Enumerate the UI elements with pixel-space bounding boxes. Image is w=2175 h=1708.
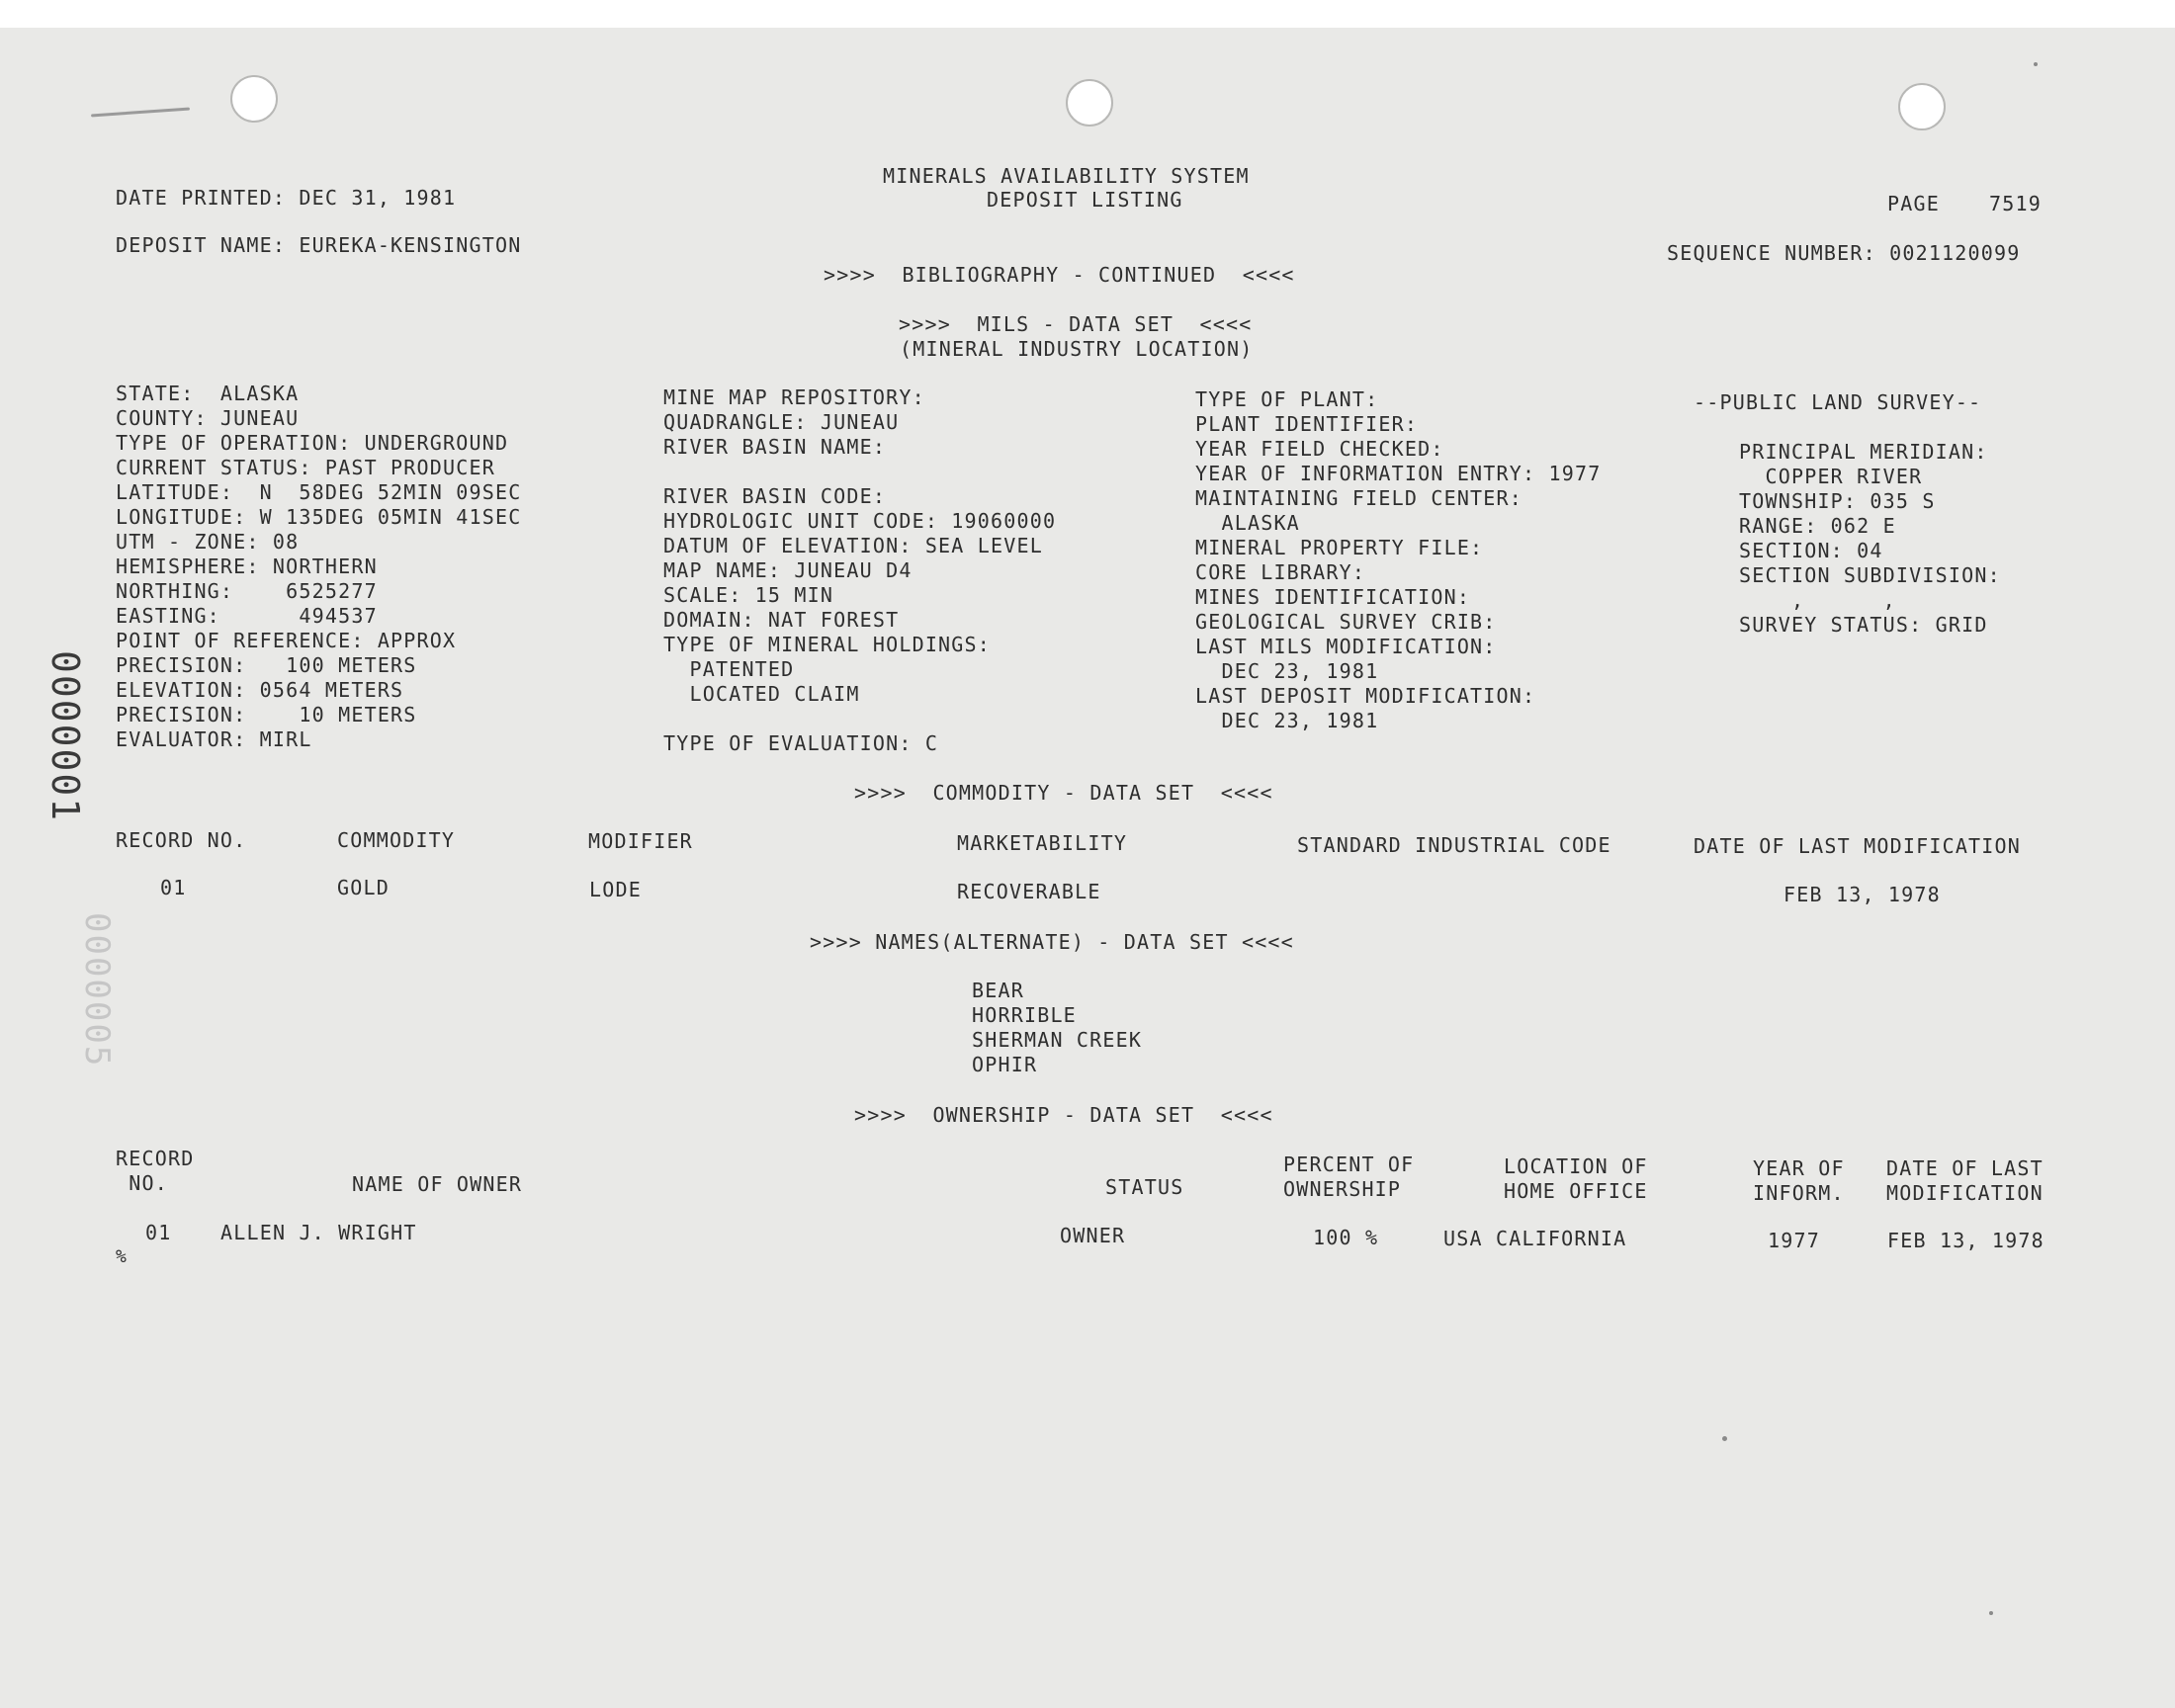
commodity-col-sic: STANDARD INDUSTRIAL CODE [1297, 833, 1611, 857]
mils-line: UTM - ZONE: 08 [116, 530, 300, 554]
page-number: 7519 [1989, 192, 2042, 215]
mils-line: TYPE OF MINERAL HOLDINGS: [663, 633, 992, 656]
mils-line: DATUM OF ELEVATION: SEA LEVEL [663, 534, 1043, 557]
mils-line: TYPE OF EVALUATION: C [663, 731, 939, 755]
mils-line: YEAR FIELD CHECKED: [1195, 437, 1444, 461]
mils-line: PRECISION: 10 METERS [116, 703, 417, 726]
date-printed: DATE PRINTED: DEC 31, 1981 [116, 186, 457, 210]
ownership-record-no: 01 [145, 1221, 172, 1244]
commodity-name: GOLD [337, 876, 390, 899]
pls-line: RANGE: 062 E [1739, 514, 1896, 538]
mils-line: MAP NAME: JUNEAU D4 [663, 558, 913, 582]
ownership-col-date: MODIFICATION [1886, 1181, 2044, 1205]
system-title: MINERALS AVAILABILITY SYSTEM [883, 164, 1250, 188]
mils-line: HYDROLOGIC UNIT CODE: 19060000 [663, 509, 1057, 533]
deposit-name: DEPOSIT NAME: EUREKA-KENSINGTON [116, 233, 522, 257]
list-item: HORRIBLE [972, 1003, 1077, 1027]
mils-line: LAST DEPOSIT MODIFICATION: [1195, 684, 1536, 708]
names-heading: >>>> NAMES(ALTERNATE) - DATA SET <<<< [810, 930, 1294, 954]
commodity-modifier: LODE [589, 878, 642, 901]
pls-line: COPPER RIVER [1739, 465, 1923, 488]
list-item: SHERMAN CREEK [972, 1028, 1143, 1052]
mils-heading: >>>> MILS - DATA SET <<<< [899, 312, 1253, 336]
commodity-marketability: RECOVERABLE [957, 880, 1101, 903]
ownership-col-year: INFORM. [1753, 1181, 1845, 1205]
commodity-col-record: RECORD NO. [116, 828, 247, 852]
mils-line: LATITUDE: N 58DEG 52MIN 09SEC [116, 480, 522, 504]
owner-date: FEB 13, 1978 [1887, 1229, 2044, 1252]
commodity-col-commodity: COMMODITY [337, 828, 456, 852]
mils-line: NORTHING: 6525277 [116, 579, 378, 603]
commodity-heading: >>>> COMMODITY - DATA SET <<<< [854, 781, 1273, 805]
ownership-col-name: NAME OF OWNER [352, 1172, 523, 1196]
owner-percent: 100 % [1313, 1226, 1379, 1249]
list-item: BEAR [972, 979, 1024, 1002]
mils-line: LAST MILS MODIFICATION: [1195, 635, 1497, 658]
listing-title: DEPOSIT LISTING [987, 188, 1183, 212]
page-label: PAGE [1887, 192, 1940, 215]
owner-year: 1977 [1768, 1229, 1820, 1252]
mils-line: CURRENT STATUS: PAST PRODUCER [116, 456, 495, 479]
mils-line: ALASKA [1195, 511, 1300, 535]
mils-line: STATE: ALASKA [116, 382, 300, 405]
mils-line: MINERAL PROPERTY FILE: [1195, 536, 1484, 559]
mils-line: EVALUATOR: MIRL [116, 727, 312, 751]
mils-line: GEOLOGICAL SURVEY CRIB: [1195, 610, 1497, 634]
mils-line: LOCATED CLAIM [663, 682, 860, 706]
margin-code: 0000001 [44, 650, 87, 823]
pen-mark [91, 108, 190, 118]
ownership-col-record: NO. [116, 1171, 168, 1195]
mils-line: RIVER BASIN CODE: [663, 484, 887, 508]
commodity-col-marketability: MARKETABILITY [957, 831, 1128, 855]
owner-location: USA CALIFORNIA [1443, 1227, 1627, 1250]
pls-line: SURVEY STATUS: GRID [1739, 613, 1988, 637]
pls-line: , , [1739, 588, 1896, 612]
mils-subheading: (MINERAL INDUSTRY LOCATION) [900, 337, 1254, 361]
mils-line: PRECISION: 100 METERS [116, 653, 417, 677]
end-mark: % [116, 1246, 129, 1267]
ownership-col-location: LOCATION OF [1504, 1154, 1648, 1178]
mils-line: PLANT IDENTIFIER: [1195, 412, 1419, 436]
binder-hole-right [1898, 83, 1946, 130]
mils-line: YEAR OF INFORMATION ENTRY: 1977 [1195, 462, 1602, 485]
commodity-date: FEB 13, 1978 [1784, 883, 1941, 906]
sequence-number: SEQUENCE NUMBER: 0021120099 [1667, 241, 2021, 265]
mils-line: ELEVATION: 0564 METERS [116, 678, 404, 702]
ownership-col-location: HOME OFFICE [1504, 1179, 1648, 1203]
mils-line: DEC 23, 1981 [1195, 659, 1379, 683]
binder-hole-left [230, 75, 278, 123]
pls-line: PRINCIPAL MERIDIAN: [1739, 440, 1988, 464]
mils-line: CORE LIBRARY: [1195, 560, 1366, 584]
mils-line: COUNTY: JUNEAU [116, 406, 300, 430]
mils-line: MINE MAP REPOSITORY: [663, 385, 925, 409]
pls-heading: --PUBLIC LAND SURVEY-- [1694, 390, 1982, 414]
margin-code-faint: 0000005 [77, 912, 117, 1068]
mils-line: PATENTED [663, 657, 795, 681]
mils-line: LONGITUDE: W 135DEG 05MIN 41SEC [116, 505, 522, 529]
commodity-record-no: 01 [160, 876, 187, 899]
mils-line: QUADRANGLE: JUNEAU [663, 410, 900, 434]
mils-line: SCALE: 15 MIN [663, 583, 834, 607]
mils-line: MAINTAINING FIELD CENTER: [1195, 486, 1523, 510]
owner-status: OWNER [1060, 1224, 1126, 1247]
mils-line: HEMISPHERE: NORTHERN [116, 555, 378, 578]
commodity-col-date: DATE OF LAST MODIFICATION [1694, 834, 2022, 858]
ownership-col-record: RECORD [116, 1147, 195, 1170]
speck [1722, 1436, 1727, 1441]
mils-line: TYPE OF OPERATION: UNDERGROUND [116, 431, 509, 455]
mils-line: DEC 23, 1981 [1195, 709, 1379, 732]
ownership-col-year: YEAR OF [1753, 1156, 1845, 1180]
mils-line: TYPE OF PLANT: [1195, 387, 1379, 411]
mils-line: MINES IDENTIFICATION: [1195, 585, 1471, 609]
pls-line: SECTION SUBDIVISION: [1739, 563, 2001, 587]
ownership-col-date: DATE OF LAST [1886, 1156, 2044, 1180]
speck [1989, 1611, 1993, 1615]
mils-line: DOMAIN: NAT FOREST [663, 608, 900, 632]
ownership-col-percent: PERCENT OF [1283, 1153, 1415, 1176]
commodity-col-modifier: MODIFIER [588, 829, 693, 853]
pls-line: SECTION: 04 [1739, 539, 1883, 562]
ownership-col-status: STATUS [1105, 1175, 1184, 1199]
list-item: OPHIR [972, 1053, 1038, 1076]
binder-hole-center [1066, 79, 1113, 127]
bibliography-heading: >>>> BIBLIOGRAPHY - CONTINUED <<<< [824, 263, 1295, 287]
pls-line: TOWNSHIP: 035 S [1739, 489, 1936, 513]
mils-line: RIVER BASIN NAME: [663, 435, 887, 459]
mils-line: POINT OF REFERENCE: APPROX [116, 629, 457, 652]
ownership-col-percent: OWNERSHIP [1283, 1177, 1402, 1201]
speck [2034, 62, 2038, 66]
printout-sheet [0, 28, 2175, 1708]
mils-line: EASTING: 494537 [116, 604, 378, 628]
owner-name: ALLEN J. WRIGHT [220, 1221, 417, 1244]
ownership-heading: >>>> OWNERSHIP - DATA SET <<<< [854, 1103, 1273, 1127]
